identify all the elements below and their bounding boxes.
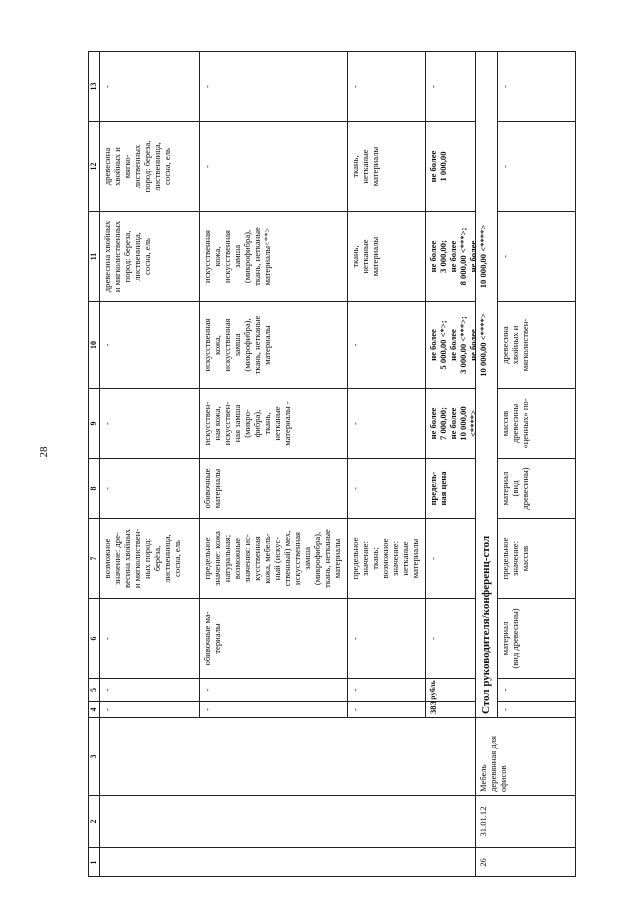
row-c-col11: ткань, нетканые материалы	[348, 211, 426, 301]
row-c-col12: ткань, нетканые материалы	[348, 121, 426, 211]
row-b-col9: искусствен- ная кожа, искусствен- ная замша (микро- фибра), ткань, нетканые материалы -	[200, 388, 348, 458]
col-num-5: 5	[88, 678, 100, 701]
row-a-col7: возможное значение: дре- весина хвойных и мягколиствен- ных пород: берёза, лиственница, сосна, ель	[100, 518, 200, 598]
row-d-col12: не более 1 000,00	[426, 121, 476, 211]
col-num-8: 8	[88, 458, 100, 518]
row-f-col4: -	[498, 701, 576, 717]
row-e-col1: 26	[476, 847, 576, 877]
row-b-col12: -	[200, 121, 348, 211]
row-b-col11: искусственная кожа, искусственная замша (микрофибра), ткань, нетканые материалы<**>	[200, 211, 348, 301]
col-num-7: 7	[88, 518, 100, 598]
row-b-col7: предельное значение: кожа натуральная; возможные значения: ис- кусственная кожа, мебель- ный (искус- ственный) мех, искусственная замша (микрофибра), ткань, нетканые материалы	[200, 518, 348, 598]
row-b-col13: -	[200, 51, 348, 121]
row-f-col13: -	[498, 51, 576, 121]
row-b-col6: обивочные ма- териалы	[200, 598, 348, 678]
item-title: Стол руководителя/конференц-стол	[476, 51, 498, 717]
row-c-col6: -	[348, 598, 426, 678]
row-f-col5: -	[498, 678, 576, 701]
page-number: 28	[38, 446, 50, 458]
col-num-4: 4	[88, 701, 100, 717]
row-a-col9: -	[100, 388, 200, 458]
row-c-col7: предельное значение: ткань; возможное значение: нетканые материалы	[348, 518, 426, 598]
col-num-11: 11	[88, 211, 100, 301]
row-d-col9: не более 7 000,00; не более 10 000,00 <****>	[426, 388, 476, 458]
row-b-col10: искусственная кожа, искусственная замша (микрофибра), ткань, нетканые материалы	[200, 301, 348, 388]
row-a-col4: -	[100, 701, 200, 717]
row-c-col8: -	[348, 458, 426, 518]
row-c-col9: -	[348, 388, 426, 458]
row-b-col8: обивочные материалы	[200, 458, 348, 518]
row-e-col3: Мебель деревянная для офисов	[476, 717, 576, 795]
col3-continued	[100, 717, 476, 795]
row-d-col5: рубль	[426, 678, 476, 701]
col2-continued	[100, 795, 476, 847]
row-d-col6: -	[426, 598, 476, 678]
rotated-table	[88, 51, 576, 877]
col-num-1: 1	[88, 847, 100, 877]
row-a-col5: -	[100, 678, 200, 701]
row-f-col9: массив древесины «ценных» по-	[498, 388, 576, 458]
row-d-col11: не более 3 000,00; не более 8 000,00 <***>; не более 10 000,00 <****>	[426, 211, 476, 301]
row-a-col8: -	[100, 458, 200, 518]
row-b-col5: -	[200, 678, 348, 701]
row-d-col8: предель- ная цена	[426, 458, 476, 518]
row-a-col13: -	[100, 51, 200, 121]
col-num-12: 12	[88, 121, 100, 211]
row-d-col4: 383	[426, 701, 476, 717]
row-a-col11: древесина хвойных и мягколиственных пород: березa, лиственница, сосна, ель	[100, 211, 200, 301]
row-d-col13: -	[426, 51, 476, 121]
col-num-6: 6	[88, 598, 100, 678]
col-num-13: 13	[88, 51, 100, 121]
row-c-col13: -	[348, 51, 426, 121]
row-a-col12: древесина хвойных и мягко- лиственных пород: береза, лиственница, сосна, ель	[100, 121, 200, 211]
row-a-col6: -	[100, 598, 200, 678]
col-num-2: 2	[88, 795, 100, 847]
col-num-10: 10	[88, 301, 100, 388]
row-f-col6: материал (вид древесины)	[498, 598, 576, 678]
row-f-col10: древесина хвойных и мягколиствен-	[498, 301, 576, 388]
row-b-col4: -	[200, 701, 348, 717]
row-d-col7: -	[426, 518, 476, 598]
row-e-col2: 31.01.12	[476, 795, 576, 847]
col-num-9: 9	[88, 388, 100, 458]
row-f-col12: -	[498, 121, 576, 211]
row-f-col7: предельное значение: массив	[498, 518, 576, 598]
col-num-3: 3	[88, 717, 100, 795]
row-f-col11: -	[498, 211, 576, 301]
col1-continued	[100, 847, 476, 877]
row-c-col4: -	[348, 701, 426, 717]
row-d-col10: не более 5 000,00 <*>; не более 3 000,00 <***>; не более 10 000,00 <****>	[426, 301, 476, 388]
row-a-col10: -	[100, 301, 200, 388]
row-c-col5: -	[348, 678, 426, 701]
row-f-col8: материал (вид древесины)	[498, 458, 576, 518]
row-c-col10: -	[348, 301, 426, 388]
